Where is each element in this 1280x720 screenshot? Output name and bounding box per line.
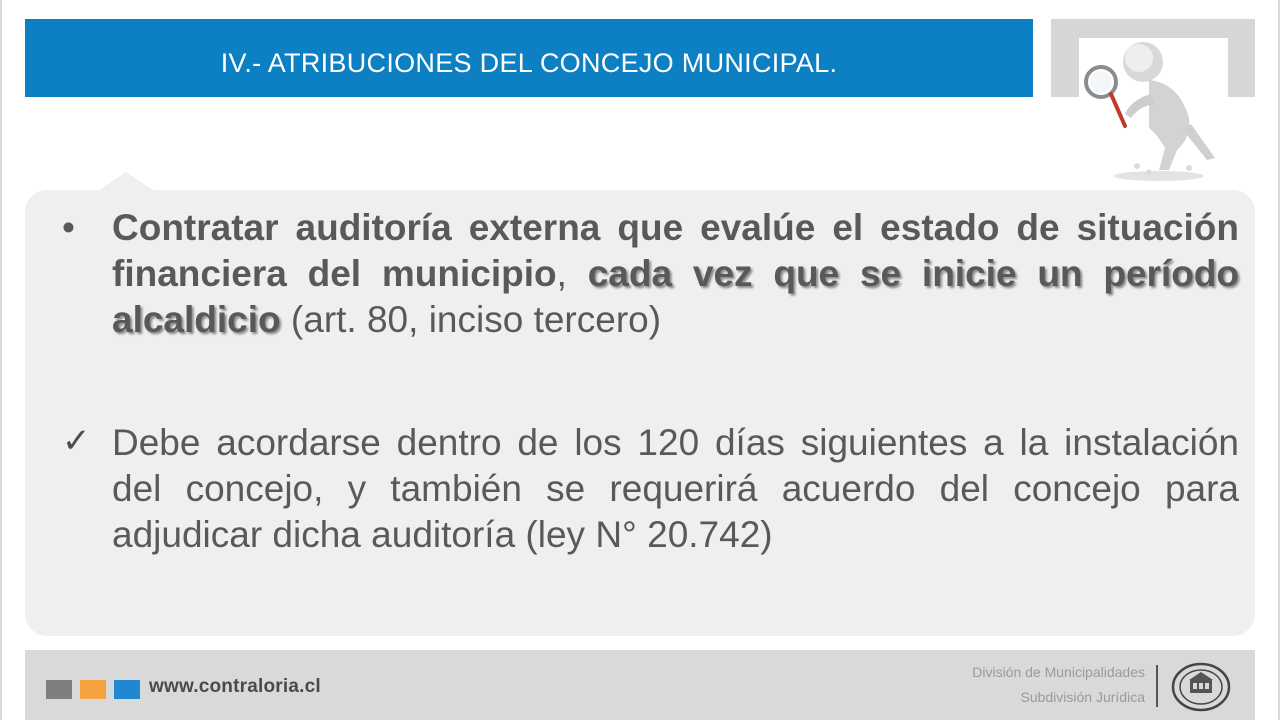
footer-divider bbox=[1156, 665, 1158, 707]
bullet-item-1 bbox=[112, 205, 1239, 343]
footer-square-blue bbox=[114, 680, 140, 699]
bullet1-emphasis: cada vez que se inicie un período alcaldicio bbox=[112, 253, 1240, 340]
division-label: División de Municipalidades bbox=[972, 664, 1145, 680]
bullet-marker: • bbox=[62, 207, 75, 248]
website-link[interactable]: www.contraloria.cl bbox=[149, 676, 321, 697]
footer-square-gray bbox=[46, 680, 72, 699]
footer-square-orange bbox=[80, 680, 106, 699]
bullet1-comma: , bbox=[556, 253, 588, 294]
image-card bbox=[1079, 38, 1228, 184]
slide-frame-left bbox=[0, 0, 2, 720]
checkmark-icon: ✓ bbox=[62, 422, 91, 460]
seal-container bbox=[1171, 662, 1231, 712]
content-notch bbox=[98, 172, 154, 191]
subdivision-label: Subdivisión Jurídica bbox=[1020, 689, 1145, 705]
title-bar bbox=[25, 19, 1033, 97]
bullet1-citation: (art. 80, inciso tercero) bbox=[280, 299, 662, 340]
bullet1-bold-text: Contratar auditoría externa que evalúe el estado de situación financiera del municipio bbox=[112, 207, 1239, 294]
bullet-item-2: Debe acordarse dentro de los 120 días siguientes a la instalación del concejo, y también se requerirá acuerdo del concejo para adjudicar dicha auditoría (ley N° 20.742) bbox=[112, 422, 1239, 555]
slide-title: IV.- ATRIBUCIONES DEL CONCEJO MUNICIPAL. bbox=[220, 47, 838, 78]
contraloria-seal-icon bbox=[1171, 662, 1231, 712]
magnifier-figure-icon bbox=[1079, 38, 1228, 184]
